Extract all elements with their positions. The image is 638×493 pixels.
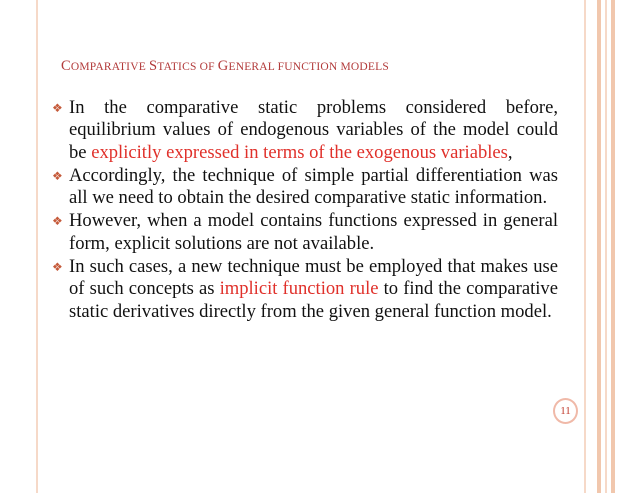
bullet-text: to find the comparative static derivatives directly from the given general function model. xyxy=(69,278,558,322)
bullet-list xyxy=(50,97,558,323)
bullet-item xyxy=(50,210,558,255)
bullet-text: In the comparative static problems considered before, equilibrium values of endogenous variables of the model could be xyxy=(69,97,558,163)
page-number-badge: 11 xyxy=(553,398,578,424)
left-border-line xyxy=(36,0,38,493)
bullet-item xyxy=(50,256,558,323)
right-border-line-3 xyxy=(605,0,607,493)
right-border-line-2 xyxy=(597,0,601,493)
slide-title xyxy=(61,58,389,75)
bullet-diamond-icon: ❖ xyxy=(52,168,63,183)
title-part: COMPARATIVE xyxy=(61,58,150,74)
bullet-highlight: explicitly expressed in terms of the exogenous variables xyxy=(91,141,508,163)
title-part: GENERAL FUNCTION MODELS xyxy=(217,58,389,74)
right-border-line-1 xyxy=(584,0,586,493)
bullet-diamond-icon: ❖ xyxy=(52,101,63,115)
bullet-text: Accordingly, the technique of simple partial differentiation was all we need to obtain the desired comparative static information. xyxy=(69,164,558,209)
bullet-highlight: implicit function rule xyxy=(219,278,379,300)
bullet-text: In such cases, a new technique must be employed that makes use of such concepts as xyxy=(69,256,558,300)
bullet-text: However, when a model contains functions expressed in general form, explicit solutions are not available. xyxy=(69,210,558,254)
bullet-diamond-icon: ❖ xyxy=(52,260,63,275)
title-part: STATICS OF xyxy=(149,58,218,74)
right-border-line-4 xyxy=(611,0,615,493)
bullet-text: , xyxy=(507,141,513,163)
bullet-item xyxy=(50,97,558,164)
bullet-item xyxy=(50,165,558,210)
bullet-diamond-icon: ❖ xyxy=(52,214,63,229)
